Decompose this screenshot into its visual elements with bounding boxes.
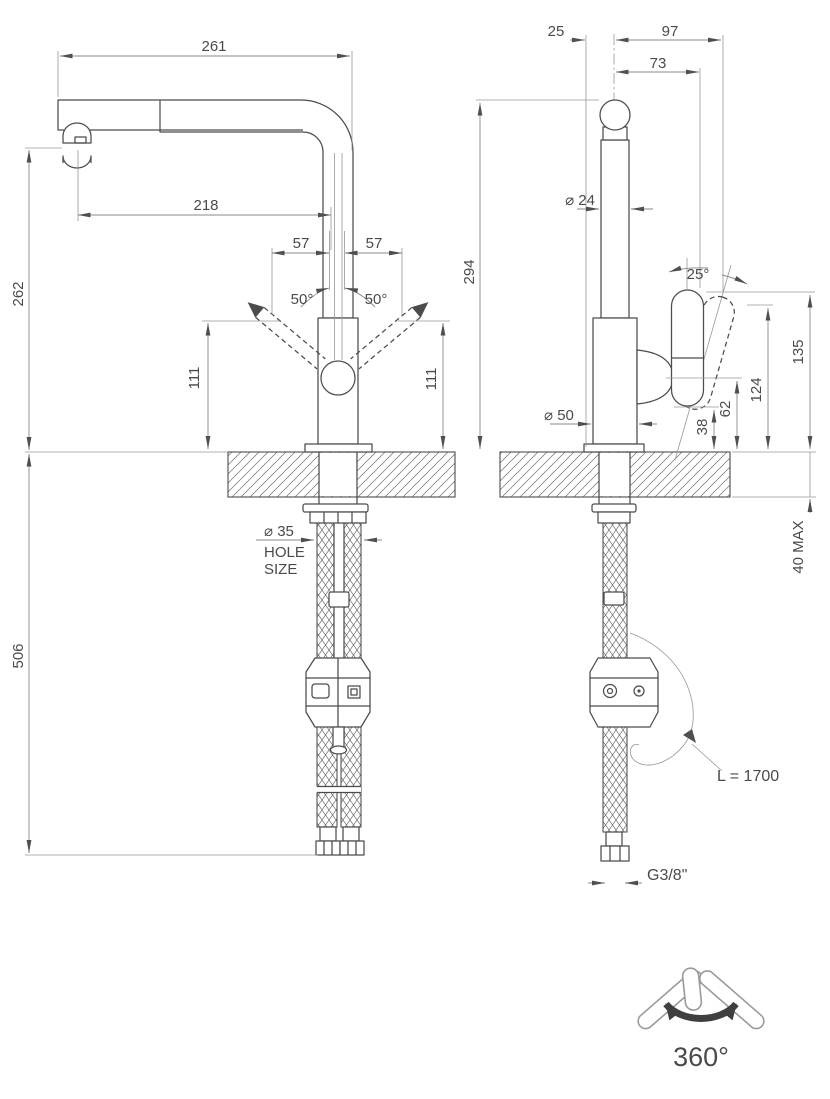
dim-depth-rear-label: 25: [547, 23, 565, 40]
dim-hose-length: [683, 729, 779, 785]
dim-depth-front-label: 97: [661, 23, 679, 40]
counterweight-side: [590, 658, 658, 727]
dim-h-handle: [706, 292, 815, 449]
dim-counter-thickness: [732, 452, 816, 574]
dim-spout-reach-label: 218: [193, 197, 219, 214]
side-view: [461, 23, 816, 884]
dim-lever-right-label: 111: [423, 367, 440, 391]
aerator-front: [63, 156, 91, 168]
hose-fitting-side: [601, 832, 629, 861]
dim-outlet-height-label: 262: [10, 281, 27, 307]
dim-thread-label: G3/8": [647, 867, 688, 884]
counterweight-front: [306, 658, 370, 727]
dim-h-handle-tilted: [747, 305, 773, 449]
base-flange-front: [305, 444, 372, 452]
base-flange-side: [584, 444, 644, 452]
handle-bracket: [637, 350, 673, 404]
dim-below-counter: [10, 454, 318, 855]
faucet-body-side: [593, 318, 637, 444]
mounting-hardware-front: [303, 504, 368, 523]
handle-upright: [672, 290, 704, 406]
dim-thread: [588, 867, 687, 884]
dim-handle-tilt-label: 25°: [686, 266, 710, 283]
hole-dia-label: ⌀ 35: [264, 523, 294, 540]
dim-h-base: [674, 407, 719, 449]
dim-offset-right-label: 57: [365, 235, 383, 252]
dim-handle-reach-label: 73: [649, 55, 667, 72]
dim-spout-dia-label: ⌀ 24: [565, 192, 595, 209]
dim-depth-rear: [548, 23, 586, 447]
dim-lever-height-right: [398, 321, 450, 449]
spout-column-side: [601, 140, 629, 318]
swivel-arm-right: [697, 968, 767, 1032]
dim-h-handle-label: 135: [790, 339, 807, 365]
countertop-side: [500, 452, 730, 504]
countertop-front: [228, 452, 455, 505]
rotation-angle-label: 360°: [673, 1042, 729, 1072]
dim-h-base-label: 38: [694, 418, 711, 436]
dim-handle-tilt: [669, 258, 747, 290]
dim-offset-left-label: 57: [292, 235, 310, 252]
dim-counter-thickness-label: 40 MAX: [790, 520, 807, 574]
faucet-side: [584, 34, 738, 460]
dim-hose-length-label: L = 1700: [717, 768, 780, 785]
dim-total-width-label: 261: [201, 38, 227, 55]
dim-swing-right-label: 50°: [364, 291, 388, 308]
dim-h-handle-tilted-label: 124: [748, 377, 765, 403]
dim-height-top: [461, 100, 599, 449]
dim-body-dia-label: ⌀ 50: [544, 407, 574, 424]
hose-length-arrow: [683, 729, 696, 743]
dim-height-top-label: 294: [461, 259, 478, 285]
dim-depth-front: [616, 23, 723, 292]
hole-word1-label: HOLE: [264, 544, 305, 561]
lever-swing-right: [350, 297, 433, 369]
swivel-spout-nozzle: [682, 967, 702, 1010]
hose-fittings-front: [316, 827, 364, 855]
rotation-icon: [635, 967, 767, 1072]
dim-h-pivot-label: 62: [717, 400, 734, 418]
hole-word2-label: SIZE: [264, 561, 298, 578]
faucet-front: [58, 100, 433, 452]
lever-ball-joint: [321, 361, 355, 395]
dim-lever-left-label: 111: [186, 366, 203, 390]
front-view: [10, 38, 455, 855]
pullout-plug: [331, 727, 347, 754]
dim-outlet-height: [10, 148, 228, 452]
mounting-hardware-side: [592, 504, 636, 523]
dim-below-counter-label: 506: [10, 643, 27, 669]
spout-head-side: [600, 100, 630, 130]
dim-swing-left-label: 50°: [290, 291, 314, 308]
dim-lever-height-left: [186, 321, 280, 449]
